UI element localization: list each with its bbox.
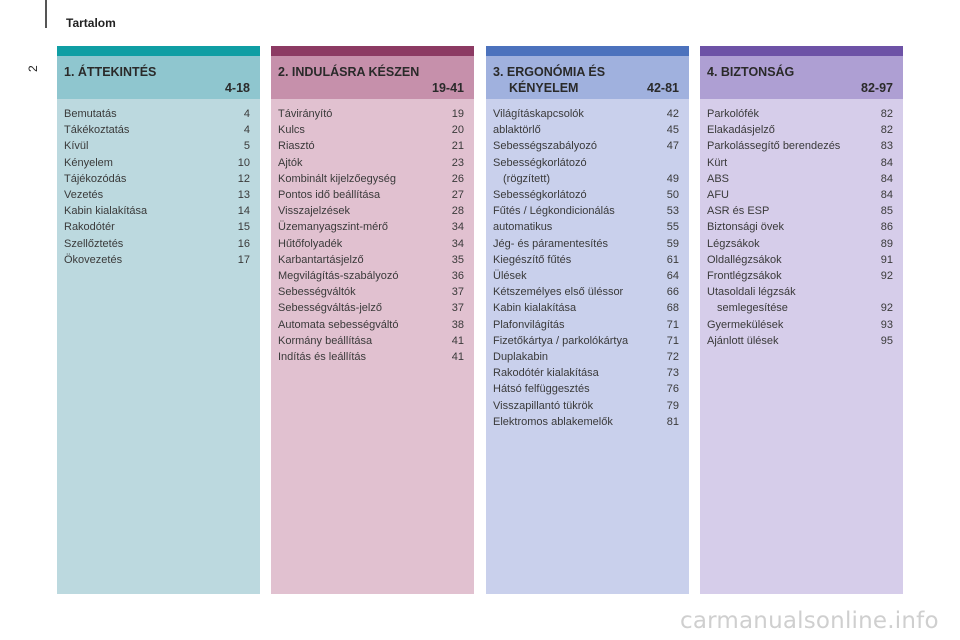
toc-entry-line bbox=[493, 236, 679, 252]
toc-entry-label: Plafonvilágítás bbox=[493, 318, 565, 331]
toc-entry-line bbox=[493, 414, 679, 430]
toc-entry-page: 50 bbox=[666, 189, 679, 202]
section-header[interactable] bbox=[486, 56, 689, 99]
header-divider-line bbox=[45, 0, 47, 28]
toc-entry-line bbox=[278, 203, 464, 219]
toc-entry-label: Szellőztetés bbox=[64, 237, 124, 250]
toc-entry-label: Pontos idő beállítása bbox=[278, 189, 381, 202]
toc-entry-line bbox=[493, 155, 679, 171]
toc-entry[interactable] bbox=[493, 365, 679, 381]
page-number: 2 bbox=[26, 65, 40, 72]
toc-entry[interactable] bbox=[278, 268, 464, 284]
toc-entry-line bbox=[707, 203, 893, 219]
toc-entry-line bbox=[707, 317, 893, 333]
toc-entry-page: 12 bbox=[237, 172, 250, 185]
toc-entry[interactable] bbox=[707, 187, 893, 203]
toc-entry-page: 20 bbox=[451, 124, 464, 137]
toc-entry[interactable] bbox=[278, 349, 464, 365]
toc-entry-label: Sebességszabályozó bbox=[493, 140, 597, 153]
toc-entry-label: Fizetőkártya / parkolókártya bbox=[493, 334, 629, 347]
toc-entry[interactable] bbox=[64, 171, 250, 187]
section-color-bar bbox=[486, 46, 689, 56]
section-title-line2: KÉNYELEM bbox=[509, 81, 579, 95]
toc-entry-page: 71 bbox=[666, 334, 679, 347]
toc-entry-page: 42 bbox=[666, 108, 679, 120]
toc-entry[interactable] bbox=[493, 155, 679, 187]
toc-entry[interactable] bbox=[278, 155, 464, 171]
toc-entry-line bbox=[278, 317, 464, 333]
toc-entry-line bbox=[64, 171, 250, 187]
toc-entry-page: 66 bbox=[666, 286, 679, 299]
toc-entry-page: 68 bbox=[666, 302, 679, 315]
toc-entry-page: 72 bbox=[666, 351, 679, 364]
toc-entry[interactable] bbox=[278, 252, 464, 268]
toc-entry-label: Kétszemélyes első üléssor bbox=[493, 286, 624, 299]
toc-entry-label: Megvilágítás-szabályozó bbox=[278, 270, 399, 283]
toc-entry-line bbox=[64, 155, 250, 171]
section-color-bar bbox=[271, 46, 474, 56]
toc-entry-label: Riasztó bbox=[278, 140, 315, 153]
toc-entry-line bbox=[64, 236, 250, 252]
toc-entry-page: 83 bbox=[880, 140, 893, 153]
toc-entry-label: Tájékozódás bbox=[64, 172, 127, 185]
toc-entry-label: Tákékoztatás bbox=[64, 124, 130, 137]
toc-entry-page: 95 bbox=[880, 334, 893, 347]
toc-entry-page: 19 bbox=[451, 108, 464, 120]
toc-entry[interactable] bbox=[707, 219, 893, 235]
toc-entry[interactable] bbox=[493, 284, 679, 300]
toc-entry-line bbox=[278, 300, 464, 316]
toc-entry-label: Ajtók bbox=[278, 156, 303, 169]
toc-entry-label: Kabin kialakítása bbox=[493, 302, 577, 315]
toc-entry-label: ASR és ESP bbox=[707, 205, 770, 218]
section-column-1 bbox=[57, 46, 260, 594]
section-color-bar bbox=[57, 46, 260, 56]
toc-entry-label: Parkolófék bbox=[707, 108, 759, 120]
toc-entry-line bbox=[278, 106, 464, 122]
toc-entry-line bbox=[493, 349, 679, 365]
toc-entry-line bbox=[493, 333, 679, 349]
toc-entry-page: 82 bbox=[880, 108, 893, 120]
toc-entry[interactable] bbox=[278, 317, 464, 333]
toc-entry-page: 13 bbox=[237, 189, 250, 202]
toc-entry-label: Kabin kialakítása bbox=[64, 205, 148, 218]
toc-entry[interactable] bbox=[278, 284, 464, 300]
toc-entry-line bbox=[493, 171, 679, 187]
toc-entry-line bbox=[64, 252, 250, 268]
section-header[interactable] bbox=[57, 56, 260, 99]
toc-entry[interactable] bbox=[707, 122, 893, 138]
toc-entry-page: 26 bbox=[451, 172, 464, 185]
toc-entry-page: 34 bbox=[451, 221, 464, 234]
toc-entry[interactable] bbox=[707, 333, 893, 349]
toc-entry[interactable] bbox=[493, 317, 679, 333]
toc-entry[interactable] bbox=[707, 317, 893, 333]
toc-entry-line bbox=[707, 236, 893, 252]
toc-entry[interactable] bbox=[64, 203, 250, 219]
toc-entry[interactable] bbox=[493, 106, 679, 122]
toc-entry-page: 89 bbox=[880, 237, 893, 250]
section-page-range: 42-81 bbox=[647, 81, 679, 95]
toc-entry[interactable] bbox=[493, 236, 679, 252]
toc-entry[interactable] bbox=[278, 333, 464, 349]
toc-entry-line bbox=[707, 333, 893, 349]
toc-entry-label: Indítás és leállítás bbox=[278, 351, 367, 364]
toc-entry-label: Kombinált kijelzőegység bbox=[278, 172, 397, 185]
toc-entry-page: 23 bbox=[451, 156, 464, 169]
toc-entry-label: Visszajelzések bbox=[278, 205, 350, 218]
toc-entry-label: Elakadásjelző bbox=[707, 124, 775, 137]
toc-entry[interactable] bbox=[64, 236, 250, 252]
toc-entry[interactable] bbox=[493, 122, 679, 138]
toc-entry[interactable] bbox=[493, 349, 679, 365]
toc-entry-label: AFU bbox=[707, 189, 729, 202]
toc-entry-line bbox=[493, 203, 679, 219]
toc-entry-label: Kiegészítő fűtés bbox=[493, 253, 572, 266]
toc-entry-line bbox=[64, 203, 250, 219]
toc-entry-page: 17 bbox=[237, 253, 250, 266]
toc-entry-line bbox=[278, 333, 464, 349]
toc-entry-label: Bemutatás bbox=[64, 108, 117, 120]
toc-entry-line bbox=[278, 155, 464, 171]
toc-entry-line bbox=[493, 187, 679, 203]
toc-entry-page: 41 bbox=[451, 334, 464, 347]
toc-entry-page: 21 bbox=[451, 140, 464, 153]
toc-entry-line bbox=[64, 219, 250, 235]
toc-entry-line bbox=[707, 252, 893, 268]
toc-entry-label: Kényelem bbox=[64, 156, 113, 169]
watermark: carmanualsonline.info bbox=[680, 608, 939, 634]
toc-list bbox=[700, 99, 903, 349]
toc-entry-page: 53 bbox=[666, 205, 679, 218]
toc-list bbox=[57, 99, 260, 268]
toc-entry-page: 82 bbox=[880, 124, 893, 137]
toc-entry[interactable] bbox=[278, 138, 464, 154]
toc-entry[interactable] bbox=[707, 236, 893, 252]
toc-entry-line bbox=[493, 300, 679, 316]
toc-entry-label: Gyermekülések bbox=[707, 318, 784, 331]
toc-entry-label: automatikus bbox=[493, 221, 553, 234]
section-color-bar bbox=[700, 46, 903, 56]
toc-entry-label: Üzemanyagszint-mérő bbox=[278, 221, 389, 234]
toc-list bbox=[486, 99, 689, 430]
toc-entry-line bbox=[493, 106, 679, 122]
toc-entry-page: 76 bbox=[666, 383, 679, 396]
toc-entry-line bbox=[707, 122, 893, 138]
toc-entry[interactable] bbox=[707, 284, 893, 316]
toc-entry[interactable] bbox=[278, 187, 464, 203]
toc-entry-page: 28 bbox=[451, 205, 464, 218]
toc-list bbox=[271, 99, 474, 365]
toc-entry-line bbox=[278, 187, 464, 203]
toc-entry-page: 91 bbox=[880, 253, 893, 266]
toc-entry-line bbox=[707, 106, 893, 122]
toc-entry-label: Sebességváltás-jelző bbox=[278, 302, 382, 315]
toc-entry-label: Parkolássegítő berendezés bbox=[707, 140, 841, 153]
toc-entry-page: 84 bbox=[880, 172, 893, 185]
toc-entry-label: Karbantartásjelző bbox=[278, 253, 364, 266]
toc-entry-page: 10 bbox=[237, 156, 250, 169]
section-column-3 bbox=[486, 46, 689, 594]
section-page-range: 4-18 bbox=[224, 81, 250, 95]
toc-entry-label: Hűtőfolyadék bbox=[278, 237, 343, 250]
toc-entry[interactable] bbox=[278, 203, 464, 219]
toc-entry-line bbox=[278, 349, 464, 365]
toc-entry-label: Sebességkorlátozó bbox=[493, 156, 587, 169]
toc-entry-page: 41 bbox=[451, 351, 464, 364]
toc-entry-line bbox=[64, 138, 250, 154]
toc-entry[interactable] bbox=[707, 171, 893, 187]
toc-entry-line bbox=[278, 219, 464, 235]
section-title: 4. BIZTONSÁG bbox=[707, 65, 795, 79]
toc-entry-line bbox=[278, 171, 464, 187]
section-title: 1. ÁTTEKINTÉS bbox=[64, 65, 157, 79]
toc-entry-line bbox=[493, 398, 679, 414]
toc-entry[interactable] bbox=[64, 219, 250, 235]
toc-entry[interactable] bbox=[707, 106, 893, 122]
toc-entry-line bbox=[493, 122, 679, 138]
toc-entry-page: 5 bbox=[243, 140, 250, 153]
toc-entry[interactable] bbox=[707, 268, 893, 284]
toc-entry[interactable] bbox=[64, 187, 250, 203]
toc-entry-line bbox=[278, 122, 464, 138]
toc-entry-page: 38 bbox=[451, 318, 464, 331]
toc-entry[interactable] bbox=[278, 171, 464, 187]
section-column-2 bbox=[271, 46, 474, 594]
toc-entry-label: Kívül bbox=[64, 140, 89, 153]
toc-entry[interactable] bbox=[64, 252, 250, 268]
toc-entry[interactable] bbox=[493, 252, 679, 268]
toc-entry-line bbox=[493, 252, 679, 268]
toc-entry-line bbox=[707, 187, 893, 203]
toc-entry-label: semlegesítése bbox=[717, 302, 788, 315]
toc-entry-line bbox=[493, 365, 679, 381]
toc-entry-line bbox=[64, 106, 250, 122]
toc-entry-label: Kormány beállítása bbox=[278, 334, 373, 347]
toc-entry-line bbox=[707, 171, 893, 187]
toc-entry-page: 92 bbox=[880, 270, 893, 283]
toc-entry-line bbox=[278, 236, 464, 252]
toc-entry-line bbox=[493, 268, 679, 284]
toc-entry[interactable] bbox=[493, 138, 679, 154]
toc-entry-page: 92 bbox=[880, 302, 893, 315]
toc-entry-page: 34 bbox=[451, 237, 464, 250]
toc-entry[interactable] bbox=[493, 187, 679, 203]
toc-entry-label: Oldallégzsákok bbox=[707, 253, 782, 266]
toc-entry[interactable] bbox=[493, 219, 679, 235]
toc-entry-page: 49 bbox=[666, 172, 679, 185]
section-title: 3. ERGONÓMIA ÉS bbox=[493, 65, 606, 79]
toc-entry[interactable] bbox=[707, 203, 893, 219]
toc-entry-page: 84 bbox=[880, 189, 893, 202]
toc-entry-label: Sebességváltók bbox=[278, 286, 356, 299]
toc-entry-page: 55 bbox=[666, 221, 679, 234]
toc-entry[interactable] bbox=[278, 219, 464, 235]
toc-entry-label: Ajánlott ülések bbox=[707, 334, 779, 347]
toc-entry-page: 84 bbox=[880, 156, 893, 169]
toc-entry-line bbox=[278, 138, 464, 154]
toc-entry-label: Légzsákok bbox=[707, 237, 760, 250]
toc-entry-label: Frontlégzsákok bbox=[707, 270, 782, 283]
toc-entry-line bbox=[493, 138, 679, 154]
section-page-range: 82-97 bbox=[861, 81, 893, 95]
toc-entry-page: 4 bbox=[243, 108, 250, 120]
toc-entry-label: Világításkapcsolók bbox=[493, 108, 584, 120]
section-column-4 bbox=[700, 46, 903, 594]
toc-entry[interactable] bbox=[493, 414, 679, 430]
toc-entry-label: ablaktörlő bbox=[493, 124, 541, 137]
toc-entry-page: 4 bbox=[243, 124, 250, 137]
toc-entry-label: Fűtés / Légkondicionálás bbox=[493, 205, 615, 218]
toc-entry[interactable] bbox=[278, 236, 464, 252]
toc-entry-label: (rögzített) bbox=[503, 172, 551, 185]
toc-entry[interactable] bbox=[493, 300, 679, 316]
toc-entry-page: 73 bbox=[666, 367, 679, 380]
toc-entry-label: Sebességkorlátozó bbox=[493, 189, 587, 202]
toc-entry[interactable] bbox=[707, 138, 893, 154]
toc-entry-line bbox=[707, 284, 893, 300]
toc-entry-page: 35 bbox=[451, 253, 464, 266]
toc-entry-line bbox=[493, 284, 679, 300]
toc-entry-page: 47 bbox=[666, 140, 679, 153]
toc-entry-page: 45 bbox=[666, 124, 679, 137]
toc-entry-page: 37 bbox=[451, 302, 464, 315]
section-header[interactable] bbox=[271, 56, 474, 99]
toc-entry-label: Kulcs bbox=[278, 124, 305, 137]
toc-entry-page: 85 bbox=[880, 205, 893, 218]
toc-entry-label: Rakodótér bbox=[64, 221, 115, 234]
toc-entry[interactable] bbox=[278, 122, 464, 138]
toc-entry[interactable] bbox=[493, 203, 679, 219]
toc-entry-label: ABS bbox=[707, 172, 730, 185]
toc-entry-label: Elektromos ablakemelők bbox=[493, 415, 613, 428]
toc-entry[interactable] bbox=[64, 106, 250, 122]
toc-entry-page: 81 bbox=[666, 415, 679, 428]
toc-entry-page: 36 bbox=[451, 270, 464, 283]
toc-entry-page: 79 bbox=[666, 399, 679, 412]
toc-entry-page: 59 bbox=[666, 237, 679, 250]
section-page-range: 19-41 bbox=[432, 81, 464, 95]
toc-entry-page: 64 bbox=[666, 270, 679, 283]
toc-entry-label: Utasoldali légzsák bbox=[707, 286, 796, 299]
toc-entry-label: Ökovezetés bbox=[64, 253, 123, 266]
toc-entry-line bbox=[707, 219, 893, 235]
toc-entry-label: Rakodótér kialakítása bbox=[493, 367, 599, 380]
toc-entry[interactable] bbox=[493, 333, 679, 349]
toc-entry-line bbox=[278, 252, 464, 268]
toc-entry-line bbox=[707, 155, 893, 171]
toc-entry-label: Hátsó felfüggesztés bbox=[493, 383, 590, 396]
toc-entry-line bbox=[64, 122, 250, 138]
toc-entry-line bbox=[493, 317, 679, 333]
toc-entry-label: Kürt bbox=[707, 156, 728, 169]
toc-entry-line bbox=[278, 284, 464, 300]
section-title: 2. INDULÁSRA KÉSZEN bbox=[278, 65, 420, 79]
toc-entry[interactable] bbox=[64, 155, 250, 171]
toc-entry-label: Duplakabin bbox=[493, 351, 549, 364]
toc-entry[interactable] bbox=[707, 252, 893, 268]
toc-entry-page: 71 bbox=[666, 318, 679, 331]
toc-entry-label: Biztonsági övek bbox=[707, 221, 785, 234]
toc-entry[interactable] bbox=[493, 268, 679, 284]
toc-entry-label: Jég- és páramentesítés bbox=[493, 237, 608, 250]
toc-entry-page: 14 bbox=[237, 205, 250, 218]
toc-entry-line bbox=[707, 300, 893, 316]
toc-entry-label: Visszapillantó tükrök bbox=[493, 399, 594, 412]
toc-entry-page: 93 bbox=[880, 318, 893, 331]
toc-entry-line bbox=[278, 268, 464, 284]
toc-entry-page: 86 bbox=[880, 221, 893, 234]
toc-entry-page: 61 bbox=[666, 253, 679, 266]
toc-entry-page: 27 bbox=[451, 189, 464, 202]
toc-entry-page: 16 bbox=[237, 237, 250, 250]
toc-entry[interactable] bbox=[64, 138, 250, 154]
toc-entry-line bbox=[707, 268, 893, 284]
toc-entry-label: Ülések bbox=[493, 270, 527, 283]
toc-entry[interactable] bbox=[64, 122, 250, 138]
toc-entry-line bbox=[493, 219, 679, 235]
toc-entry[interactable] bbox=[278, 106, 464, 122]
toc-entry-line bbox=[64, 187, 250, 203]
section-header[interactable] bbox=[700, 56, 903, 99]
toc-entry[interactable] bbox=[278, 300, 464, 316]
toc-entry-page: 37 bbox=[451, 286, 464, 299]
toc-entry-label: Távirányító bbox=[278, 108, 333, 120]
toc-entry[interactable] bbox=[707, 155, 893, 171]
toc-entry-page: 15 bbox=[237, 221, 250, 234]
toc-entry-line bbox=[493, 381, 679, 397]
toc-entry[interactable] bbox=[493, 398, 679, 414]
toc-entry-label: Automata sebességváltó bbox=[278, 318, 399, 331]
toc-entry[interactable] bbox=[493, 381, 679, 397]
toc-entry-label: Vezetés bbox=[64, 189, 104, 202]
page-title: Tartalom bbox=[66, 16, 116, 30]
toc-entry-line bbox=[707, 138, 893, 154]
